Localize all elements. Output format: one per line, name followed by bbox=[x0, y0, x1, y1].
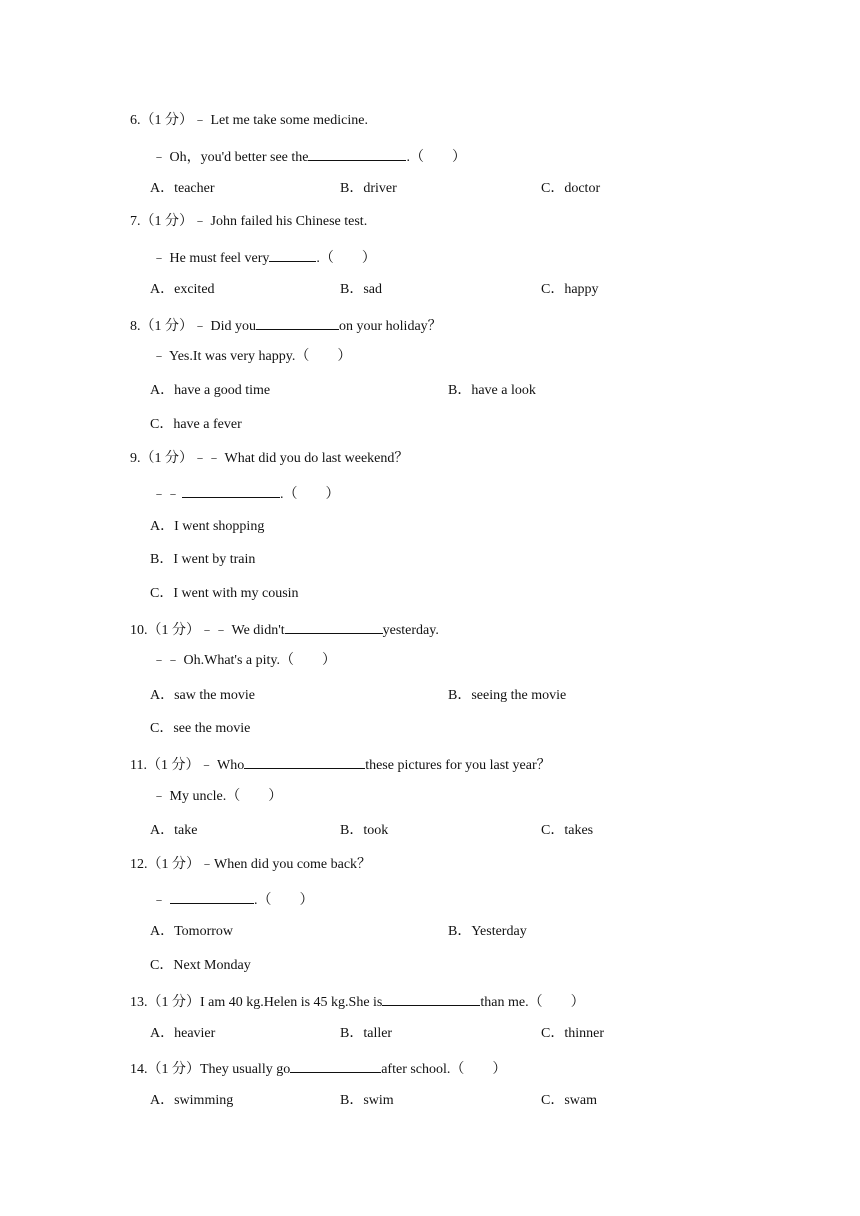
question-10-option-a[interactable]: A．saw the movie bbox=[150, 688, 255, 703]
answer-blank[interactable] bbox=[182, 482, 280, 498]
question-11-prompt bbox=[130, 753, 551, 773]
question-14-prompt-end: after school.（ ） bbox=[381, 1062, 507, 1077]
question-11-option-a[interactable]: A．take bbox=[150, 823, 198, 838]
question-7-response-end: .（ ） bbox=[316, 251, 376, 266]
question-14-option-a[interactable]: A．swimming bbox=[150, 1093, 234, 1108]
question-8-option-c[interactable]: C．have a fever bbox=[150, 417, 242, 432]
answer-blank[interactable] bbox=[256, 314, 339, 330]
question-13-option-c[interactable]: C．thinner bbox=[541, 1026, 604, 1041]
question-10-option-b[interactable]: B．seeing the movie bbox=[448, 688, 567, 703]
question-7-option-c[interactable]: C．happy bbox=[541, 282, 599, 297]
question-13-option-b[interactable]: B．taller bbox=[340, 1026, 393, 1041]
question-6-response bbox=[152, 145, 466, 165]
question-6-prompt: 6.（1 分）﹣ Let me take some medicine. bbox=[130, 113, 368, 128]
question-6-option-c[interactable]: C．doctor bbox=[541, 181, 601, 196]
answer-blank[interactable] bbox=[170, 888, 254, 904]
question-7-response bbox=[152, 246, 376, 266]
question-10-response: ﹣﹣ Oh.What's a pity.（ ） bbox=[152, 653, 336, 668]
question-13-option-a[interactable]: A．heavier bbox=[150, 1026, 216, 1041]
question-14-option-c[interactable]: C．swam bbox=[541, 1093, 597, 1108]
question-10-prompt-text: 10.（1 分）﹣﹣ We didn't bbox=[130, 623, 285, 638]
answer-blank[interactable] bbox=[382, 990, 480, 1006]
question-8-option-a[interactable]: A．have a good time bbox=[150, 383, 271, 398]
question-8-prompt bbox=[130, 314, 442, 334]
answer-blank[interactable] bbox=[285, 618, 383, 634]
question-9-prompt: 9.（1 分）﹣﹣ What did you do last weekend？ bbox=[130, 451, 409, 466]
answer-blank[interactable] bbox=[290, 1057, 381, 1073]
question-7-prompt: 7.（1 分）﹣ John failed his Chinese test. bbox=[130, 214, 368, 229]
question-6-response-end: .（ ） bbox=[406, 150, 466, 165]
question-12-response-text: ﹣ bbox=[152, 893, 166, 908]
question-8-option-b[interactable]: B．have a look bbox=[448, 383, 536, 398]
question-14-prompt bbox=[130, 1057, 506, 1077]
answer-blank[interactable] bbox=[308, 145, 406, 161]
question-11-prompt-text: 11.（1 分）﹣ Who bbox=[130, 758, 245, 773]
question-13-prompt bbox=[130, 990, 585, 1010]
question-12-response-end: .（ ） bbox=[254, 893, 314, 908]
question-14-option-b[interactable]: B．swim bbox=[340, 1093, 394, 1108]
question-8-prompt-end: on your holiday？ bbox=[339, 319, 442, 334]
question-13-prompt-text: 13.（1 分）I am 40 kg.Helen is 45 kg.She is bbox=[130, 995, 383, 1010]
question-14-prompt-text: 14.（1 分）They usually go bbox=[130, 1062, 291, 1077]
question-10-prompt-end: yesterday. bbox=[382, 623, 439, 638]
question-6-option-b[interactable]: B．driver bbox=[340, 181, 397, 196]
question-12-option-a[interactable]: A．Tomorrow bbox=[150, 924, 234, 939]
question-10-option-c[interactable]: C．see the movie bbox=[150, 721, 251, 736]
question-8-prompt-text: 8.（1 分）﹣ Did you bbox=[130, 319, 256, 334]
question-11-option-b[interactable]: B．took bbox=[340, 823, 389, 838]
question-7-response-text: ﹣ He must feel very bbox=[152, 251, 270, 266]
question-7-option-b[interactable]: B．sad bbox=[340, 282, 382, 297]
question-9-response-end: .（ ） bbox=[280, 487, 340, 502]
question-12-response bbox=[152, 888, 314, 908]
question-12-option-b[interactable]: B．Yesterday bbox=[448, 924, 527, 939]
question-9-response-text: ﹣﹣ bbox=[152, 487, 180, 502]
question-11-prompt-end: these pictures for you last year？ bbox=[365, 758, 551, 773]
question-9-option-a[interactable]: A．I went shopping bbox=[150, 519, 265, 534]
question-12-prompt: 12.（1 分）﹣When did you come back？ bbox=[130, 857, 372, 872]
question-9-option-c[interactable]: C．I went with my cousin bbox=[150, 586, 299, 601]
answer-blank[interactable] bbox=[244, 753, 365, 769]
question-8-response: ﹣ Yes.It was very happy.（ ） bbox=[152, 349, 352, 364]
question-11-response: ﹣ My uncle.（ ） bbox=[152, 789, 283, 804]
question-7-option-a[interactable]: A．excited bbox=[150, 282, 215, 297]
question-12-option-c[interactable]: C．Next Monday bbox=[150, 958, 251, 973]
question-6-option-a[interactable]: A．teacher bbox=[150, 181, 215, 196]
question-6-response-text: ﹣ Oh，you'd better see the bbox=[152, 150, 309, 165]
question-11-option-c[interactable]: C．takes bbox=[541, 823, 594, 838]
question-9-response bbox=[152, 482, 340, 502]
question-10-prompt bbox=[130, 618, 439, 638]
answer-blank[interactable] bbox=[269, 246, 316, 262]
question-13-prompt-end: than me.（ ） bbox=[480, 995, 585, 1010]
question-9-option-b[interactable]: B．I went by train bbox=[150, 552, 256, 567]
